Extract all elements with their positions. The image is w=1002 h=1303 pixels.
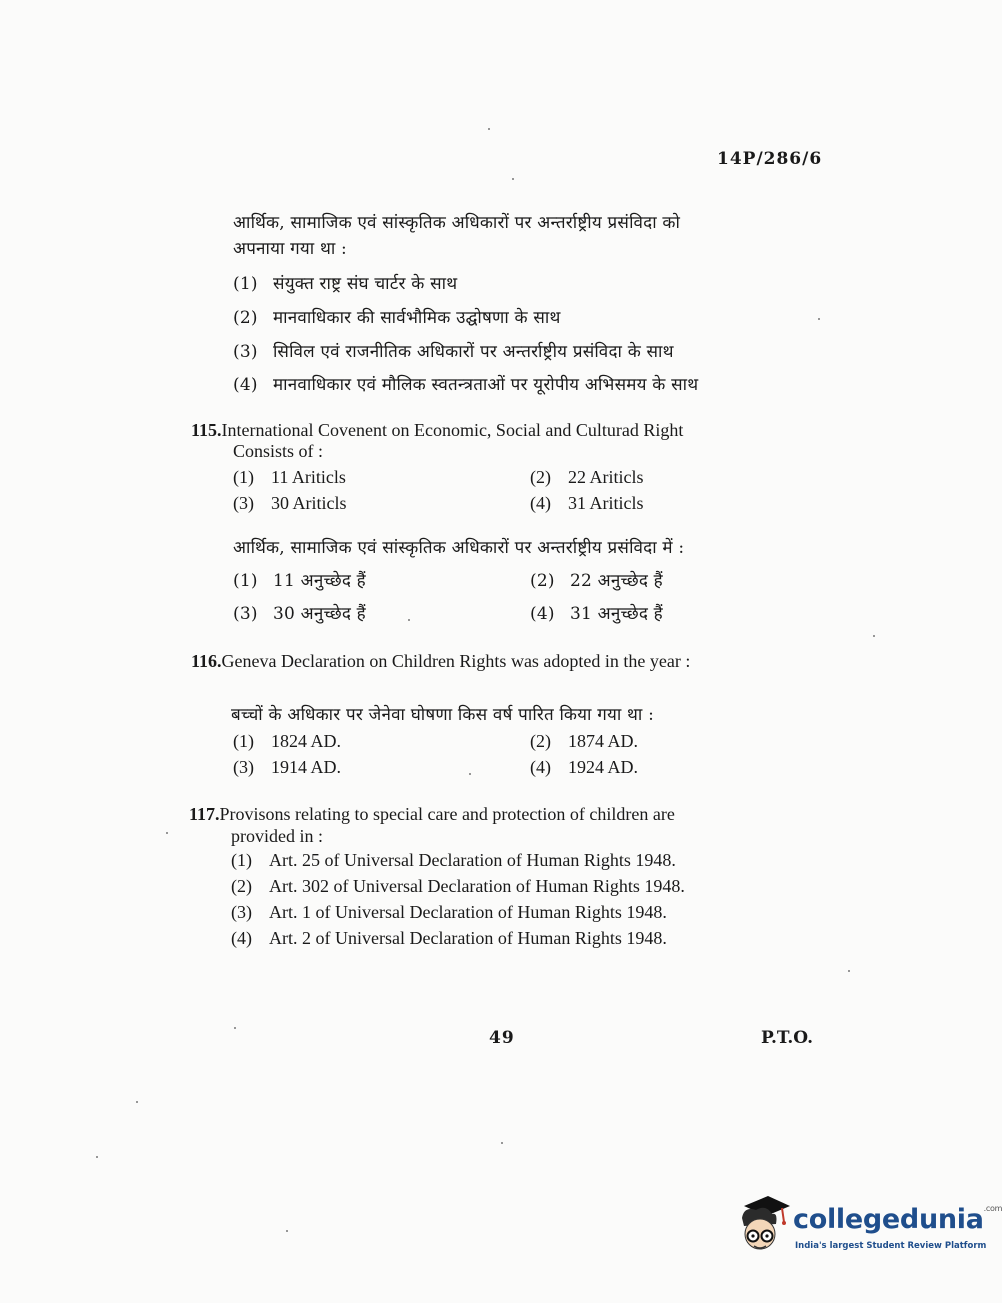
collegedunia-watermark [736, 1196, 1002, 1262]
q115-hindi-stem: आर्थिक, सामाजिक एवं सांस्कृतिक अधिकारों पर अन्तर्राष्ट्रीय प्रसंविदा में : [233, 538, 685, 558]
q114-option-3: (3) सिविल एवं राजनीतिक अधिकारों पर अन्तर्राष्ट्रीय प्रसंविदा के साथ [233, 342, 674, 362]
q115-hindi-option-2: (2) 22 अनुच्छेद हैं [530, 571, 663, 591]
q115-option-1: (1) 11 Ariticls [233, 467, 346, 487]
q115-hindi-option-1: (1) 11 अनुच्छेद हैं [233, 571, 366, 591]
brand-suffix: .com [983, 1204, 1002, 1213]
scan-speck [818, 318, 820, 320]
q115-stem-line2: Consists of : [233, 441, 324, 461]
scan-speck [469, 773, 471, 775]
scan-speck [408, 619, 410, 621]
q114-option-1: (1) संयुक्त राष्ट्र संघ चार्टर के साथ [233, 274, 458, 294]
q117-stem-line1: 117.Provisons relating to special care and protection of children are [189, 804, 675, 824]
q114-hindi-stem-line2: अपनाया गया था : [233, 239, 347, 259]
brand-tagline: India's largest Student Review Platform [795, 1241, 987, 1251]
scan-speck [96, 1156, 98, 1158]
q117-option-4: (4) Art. 2 of Universal Declaration of Human Rights 1948. [231, 928, 667, 948]
scan-speck [166, 832, 168, 834]
q114-hindi-stem-line1: आर्थिक, सामाजिक एवं सांस्कृतिक अधिकारों पर अन्तर्राष्ट्रीय प्रसंविदा को [233, 213, 681, 233]
brand-name: collegedunia$^{.com}$ [793, 1204, 1002, 1235]
q117-stem-line2: provided in : [231, 826, 323, 846]
q115-option-3: (3) 30 Ariticls [233, 493, 347, 513]
q117-option-1: (1) Art. 25 of Universal Declaration of Human Rights 1948. [231, 850, 676, 870]
q115-option-2: (2) 22 Ariticls [530, 467, 644, 487]
q114-option-2: (2) मानवाधिकार की सार्वभौमिक उद्घोषणा के साथ [233, 308, 561, 328]
q115-option-4: (4) 31 Ariticls [530, 493, 644, 513]
q116-option-2: (2) 1874 AD. [530, 731, 639, 751]
scan-speck [286, 1230, 288, 1232]
q116-option-1: (1) 1824 AD. [233, 731, 342, 751]
pto-label: P.T.O. [761, 1028, 813, 1048]
q116-stem: 116.Geneva Declaration on Children Rights was adopted in the year : [191, 651, 691, 671]
scan-speck [848, 970, 850, 972]
paper-code: 14P/286/6 [717, 149, 823, 169]
q116-hindi-stem: बच्चों के अधिकार पर जेनेवा घोषणा किस वर्ष पारित किया गया था : [231, 705, 655, 725]
scan-speck [488, 128, 490, 130]
q115-stem-line1: 115.International Covenent on Economic, Social and Culturad Right [191, 420, 684, 440]
q117-option-2: (2) Art. 302 of Universal Declaration of Human Rights 1948. [231, 876, 685, 896]
scan-speck [873, 635, 875, 637]
page-number: 49 [489, 1028, 515, 1048]
q115-hindi-option-3: (3) 30 अनुच्छेद हैं [233, 604, 366, 624]
scan-speck [234, 1027, 236, 1029]
q116-option-3: (3) 1914 AD. [233, 757, 342, 777]
q114-option-4: (4) मानवाधिकार एवं मौलिक स्वतन्त्रताओं पर यूरोपीय अभिसमय के साथ [233, 375, 699, 395]
scan-speck [501, 1142, 503, 1144]
mascot-icon [736, 1196, 792, 1258]
q115-hindi-option-4: (4) 31 अनुच्छेद हैं [530, 604, 663, 624]
q117-option-3: (3) Art. 1 of Universal Declaration of Human Rights 1948. [231, 902, 667, 922]
scan-speck [136, 1101, 138, 1103]
q116-option-4: (4) 1924 AD. [530, 757, 639, 777]
scan-speck [512, 178, 514, 180]
